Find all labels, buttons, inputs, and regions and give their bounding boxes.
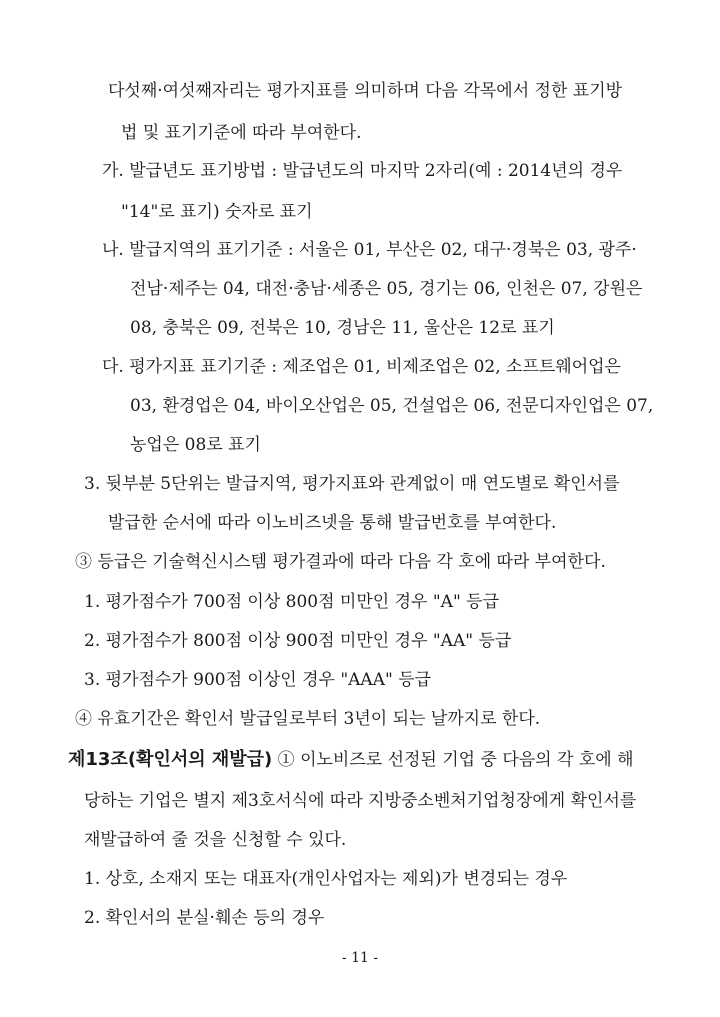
list-item: 2. 확인서의 분실·훼손 등의 경우 bbox=[84, 908, 325, 928]
list-item: 3. 뒷부분 5단위는 발급지역, 평가지표와 관계없이 매 연도별로 확인서를 bbox=[84, 474, 620, 494]
text-line: 전남·제주는 04, 대전·충남·세종은 05, 경기는 06, 인천은 07, 강원은 bbox=[130, 279, 643, 299]
text-line: 재발급하여 줄 것을 신청할 수 있다. bbox=[84, 830, 347, 850]
list-item: 1. 평가점수가 700점 이상 800점 미만인 경우 "A" 등급 bbox=[84, 592, 500, 612]
article-paragraph-1: ① 이노비즈로 선정된 기업 중 다음의 각 호에 해 bbox=[277, 750, 634, 770]
text-line: 08, 충북은 09, 전북은 10, 경남은 11, 울산은 12로 표기 bbox=[130, 318, 555, 338]
list-item: 나. 발급지역의 표기기준 : 서울은 01, 부산은 02, 대구·경북은 03, 광주· bbox=[102, 240, 637, 260]
text-line: 법 및 표기기준에 따라 부여한다. bbox=[121, 123, 362, 143]
article-first-line bbox=[0, 748, 720, 772]
text-line: 03, 환경업은 04, 바이오산업은 05, 건설업은 06, 전문디자인업은 07, bbox=[130, 396, 654, 416]
text-line: 당하는 기업은 별지 제3호서식에 따라 지방중소벤처기업청장에게 확인서를 bbox=[84, 791, 637, 811]
article-heading: 제13조(확인서의 재발급) bbox=[68, 749, 273, 770]
text-line: 농업은 08로 표기 bbox=[130, 435, 261, 455]
paragraph-item: ③ 등급은 기술혁신시스템 평가결과에 따라 다음 각 호에 따라 부여한다. bbox=[75, 552, 606, 572]
text-line: 발급한 순서에 따라 이노비즈넷을 통해 발급번호를 부여한다. bbox=[108, 513, 557, 533]
text-line: 다섯째·여섯째자리는 평가지표를 의미하며 다음 각목에서 정한 표기방 bbox=[108, 81, 623, 101]
list-item: 2. 평가점수가 800점 이상 900점 미만인 경우 "AA" 등급 bbox=[84, 631, 512, 651]
text-line: "14"로 표기) 숫자로 표기 bbox=[121, 202, 313, 222]
paragraph-item: ④ 유효기간은 확인서 발급일로부터 3년이 되는 날까지로 한다. bbox=[75, 709, 541, 729]
list-item: 1. 상호, 소재지 또는 대표자(개인사업자는 제외)가 변경되는 경우 bbox=[84, 869, 568, 889]
list-item: 3. 평가점수가 900점 이상인 경우 "AAA" 등급 bbox=[84, 670, 432, 690]
list-item: 다. 평가지표 표기기준 : 제조업은 01, 비제조업은 02, 소프트웨어업은 bbox=[102, 357, 621, 377]
page-number: - 11 - bbox=[341, 950, 379, 966]
list-item: 가. 발급년도 표기방법 : 발급년도의 마지막 2자리(예 : 2014년의 경우 bbox=[102, 161, 623, 181]
